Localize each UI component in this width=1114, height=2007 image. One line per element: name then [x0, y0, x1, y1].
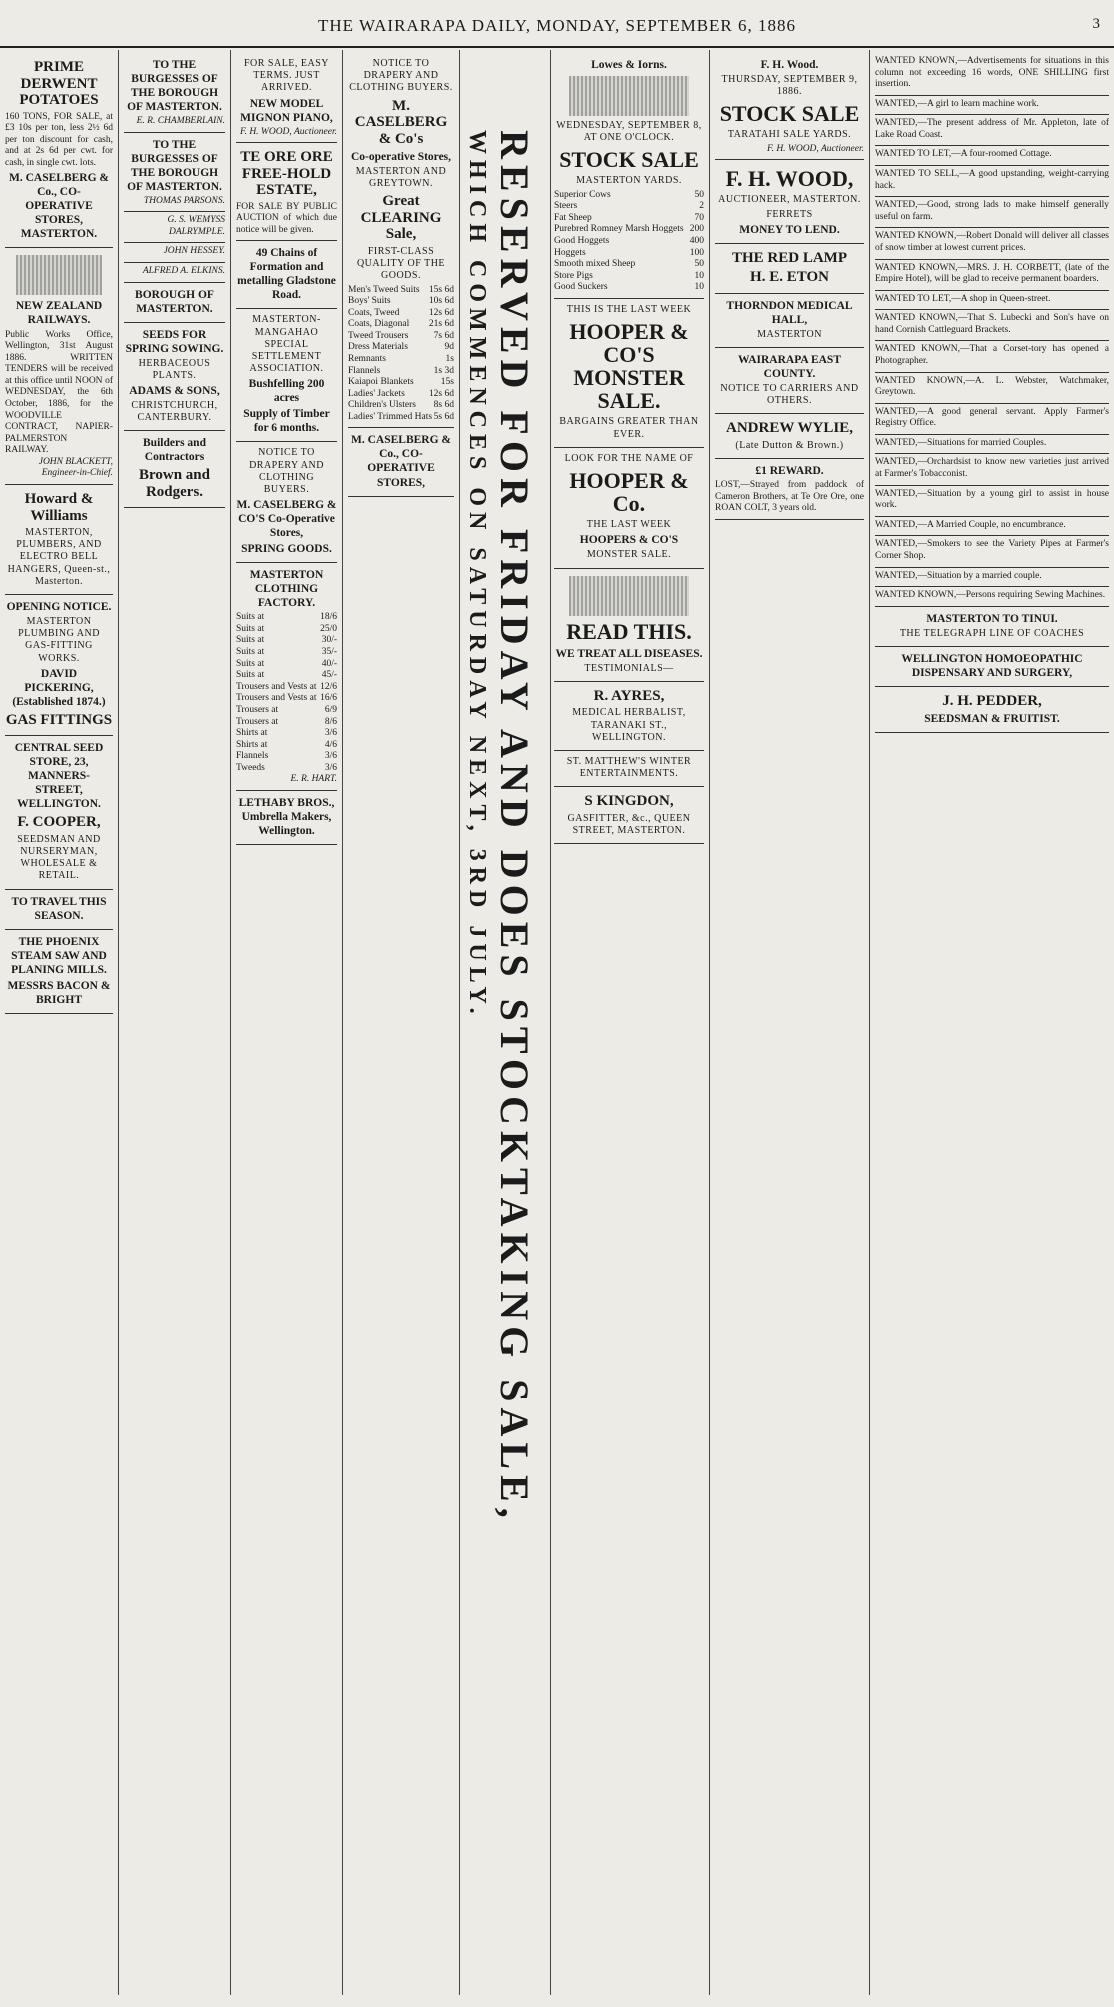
drapery-row — [348, 366, 454, 378]
drapery-row — [348, 285, 454, 297]
stock-row-label: Good Suckers — [554, 282, 608, 293]
red-lamp-ad — [715, 244, 864, 294]
stock-row-label: Fat Sheep — [554, 212, 592, 223]
chamberlain-signature: E. R. CHAMBERLAIN. — [136, 116, 225, 127]
wanted-item: WANTED,—Situations for married Couples. — [875, 435, 1109, 455]
stock-row-value: 10 — [694, 270, 704, 281]
opening-title: OPENING NOTICE. — [6, 600, 112, 613]
column-5 — [549, 50, 709, 1995]
stock-row-label: Smooth mixed Sheep — [554, 259, 636, 270]
stock-row-value: 100 — [689, 247, 704, 258]
opening-sub: MASTERTON PLUMBING AND GAS-FITTING WORKS. — [18, 615, 100, 664]
opening-ad — [5, 595, 113, 736]
clothing-row — [236, 705, 337, 717]
clothing-row-label: Tweeds — [236, 762, 265, 773]
caselberg-footer — [348, 428, 454, 496]
stock-row-value: 200 — [689, 224, 704, 235]
reward-body: LOST,—Strayed from paddock of Cameron Brothers, at Te Ore Ore, one ROAN COLT, 3 years old. — [715, 480, 864, 514]
wanted-item: WANTED KNOWN,—That S. Lubecki and Son's have on hand Cornish Cattleguard Brackets. — [875, 310, 1109, 341]
railway-engraving — [16, 255, 102, 295]
caselberg-loc: MASTERTON AND GREYTOWN. — [355, 166, 447, 190]
parsons-title: TO THE BURGESSES OF THE BOROUGH OF MASTERTON. — [127, 138, 222, 193]
hooper-last-week: THIS IS THE LAST WEEK — [566, 303, 692, 315]
builders-title: Builders and Contractors — [143, 437, 206, 464]
wanted-item: WANTED,—Orchardsist to know new varieties just arrived at Farmer's Tobacconist. — [875, 454, 1109, 485]
clothing-price-list — [236, 612, 337, 774]
wanted-item: WANTED KNOWN,—Advertisements for situations in this column not exceeding 16 words, ONE SHILLING first insertion. — [875, 53, 1109, 96]
thorndon-ad — [715, 294, 864, 348]
brown-title: Brown and Rodgers. — [138, 467, 210, 500]
stock-row-value: 50 — [694, 189, 704, 200]
piano-title: NEW MODEL MIGNON PIANO, — [240, 97, 333, 124]
adams-sub: CHRISTCHURCH, CANTERBURY. — [131, 400, 218, 424]
drapery-row-value: 1s — [445, 353, 454, 364]
pedder-ad — [875, 687, 1109, 734]
column-3 — [230, 50, 342, 1995]
kingdon-ad — [554, 787, 704, 844]
lamp-title: THE RED LAMP — [731, 249, 847, 266]
bush-title: Bushfelling 200 acres — [248, 378, 325, 405]
clothing-row — [236, 612, 337, 624]
drapery-row-label: Men's Tweed Suits — [348, 284, 420, 295]
dalrymple-notice — [124, 212, 225, 243]
wood-stock-title: STOCK SALE — [719, 101, 860, 127]
wanted-item: WANTED,—A Married Couple, no encumbrance. — [875, 517, 1109, 537]
reward-notice — [715, 459, 864, 520]
drapery-row — [348, 308, 454, 320]
drapery-row-value: 12s 6d — [428, 307, 454, 318]
travel-title: TO TRAVEL THIS SEASON. — [11, 895, 107, 922]
lowes-location: MASTERTON YARDS. — [576, 175, 682, 187]
drapery-row-value: 12s 6d — [428, 388, 454, 399]
drapery-row-label: Dress Materials — [348, 342, 408, 353]
clothing-row-label: Suits at — [236, 635, 265, 646]
spring-goods: SPRING GOODS. — [241, 543, 332, 556]
ferrets-title: FERRETS — [766, 208, 813, 220]
freehold-ad — [236, 143, 337, 241]
drapery-row-label: Coats, Diagonal — [348, 319, 410, 330]
lowes-stock-title: STOCK SALE — [559, 147, 699, 173]
stock-row-value: 10 — [694, 282, 704, 293]
bargains: BARGAINS GREATER THAN EVER. — [559, 416, 699, 440]
tenders-title: 49 Chains of Formation and metalling Gladstone Road. — [237, 247, 336, 302]
wanted-item: WANTED TO LET,—A four-roomed Cottage. — [875, 146, 1109, 166]
parsons-signature: THOMAS PARSONS. — [143, 195, 225, 206]
drapery-ad — [348, 53, 454, 428]
drapery-row-value: 1s 3d — [433, 365, 454, 376]
cooper-title: F. COOPER, — [17, 814, 101, 831]
thorndon-title: THORNDON MEDICAL HALL, — [726, 299, 853, 326]
drapery-row-value: 5s 6d — [433, 411, 454, 422]
drapery-row-label: Kaiapoi Blankets — [348, 377, 414, 388]
wanted-item: WANTED TO LET,—A shop in Queen-street. — [875, 291, 1109, 311]
wanted-item: WANTED,—A good general servant. Apply Farmer's Registry Office. — [875, 404, 1109, 435]
stock-row — [554, 224, 704, 236]
stock-row-value: 2 — [699, 201, 704, 212]
wood-date: THURSDAY, SEPTEMBER 9, 1886. — [721, 74, 858, 98]
potatoes-ad — [5, 53, 113, 248]
eton-title: H. E. ETON — [750, 269, 829, 286]
clothing-row-label: Suits at — [236, 658, 265, 669]
cattle-engraving — [569, 76, 689, 116]
wylie-sub: (Late Dutton & Brown.) — [735, 439, 844, 451]
adams-title: ADAMS & SONS, — [129, 385, 220, 398]
piano-ad — [236, 53, 337, 143]
wanted-item: WANTED KNOWN,—A. L. Webster, Watchmaker, Greytown. — [875, 373, 1109, 404]
drapery-row — [348, 400, 454, 412]
clothing-row — [236, 670, 337, 682]
look-for: LOOK FOR THE NAME OF — [564, 452, 694, 464]
clothing-row-value: 12/6 — [320, 681, 337, 692]
burgesses-notice — [124, 53, 225, 133]
freehold-title: TE ORE ORE FREE-HOLD ESTATE, — [240, 149, 333, 199]
homeopathic-title: WELLINGTON HOMOEOPATHIC DISPENSARY AND SURGERY, — [901, 652, 1083, 679]
caselberg-title: M. CASELBERG & Co's — [354, 97, 448, 147]
wylie-ad — [715, 414, 864, 459]
stock-row — [554, 190, 704, 202]
carriers-notice: NOTICE TO CARRIERS AND OTHERS. — [720, 382, 859, 407]
clothing-row-label: Trousers at — [236, 704, 279, 715]
mangahao-ad — [236, 309, 337, 442]
ayres-title: R. AYRES, — [593, 687, 665, 704]
drapery-row-value: 15s 6d — [428, 284, 454, 295]
stock-row-label: Purebred Romney Marsh Hoggets — [554, 224, 684, 235]
wanted-item: WANTED,—Situation by a young girl to assist in house work. — [875, 486, 1109, 517]
burgesses-title: TO THE BURGESSES OF THE BOROUGH OF MASTERTON. — [127, 59, 222, 114]
tinui-title: MASTERTON TO TINUI. — [926, 612, 1058, 625]
drapery-row-label: Coats, Tweed — [348, 307, 400, 318]
clothing-row — [236, 647, 337, 659]
drapery-title-small: NOTICE TO DRAPERY AND CLOTHING BUYERS. — [249, 447, 324, 496]
drapery-row — [348, 377, 454, 389]
diseases-title: WE TREAT ALL DISEASES. — [555, 647, 703, 660]
potatoes-body: 160 TONS, FOR SALE, at £3 10s per ton, less 2½ 6d per ton discount for cash, and at 2s 6d per cwt. for cash, in single cwt. lots. — [5, 111, 113, 168]
clothing-row-value: 30/- — [321, 635, 337, 646]
clothing-row-label: Suits at — [236, 670, 265, 681]
central-seed-ad — [5, 736, 113, 889]
howard-title: Howard & Williams — [24, 491, 94, 524]
drapery-row-label: Boys' Suits — [348, 296, 391, 307]
hooper-title: HOOPER & CO'S MONSTER SALE. — [569, 319, 689, 414]
page-number: 3 — [1092, 16, 1100, 32]
stock-row-value: 70 — [694, 212, 704, 223]
column-7 — [869, 50, 1114, 1995]
homeopathic-ad — [875, 647, 1109, 687]
hessey-notice — [124, 243, 225, 263]
reserved-vertical-ad — [459, 50, 551, 1995]
railways-title: NEW ZEALAND RAILWAYS. — [15, 300, 103, 327]
quality-title: FIRST-CLASS QUALITY OF THE GOODS. — [356, 245, 446, 282]
kingdon-title: S KINGDON, — [584, 793, 674, 810]
clothing-row-label: Shirts at — [236, 739, 268, 750]
drapery-row-label: Flannels — [348, 365, 381, 376]
clothing-row-label: Suits at — [236, 612, 265, 623]
drapery-row — [348, 296, 454, 308]
drapery-row — [348, 342, 454, 354]
election-notice — [124, 283, 225, 323]
money-title: MONEY TO LEND. — [739, 223, 840, 236]
wylie-title: ANDREW WYLIE, — [726, 420, 853, 437]
thorndon-sub: MASTERTON — [757, 328, 822, 340]
monster-sale: MONSTER SALE. — [586, 549, 672, 561]
wanted-item: WANTED KNOWN,—MRS. J. H. CORBETT, (late of the Empire Hotel), will be glad to receive permanent boarders. — [875, 260, 1109, 291]
column-2 — [118, 50, 230, 1995]
howard-sub: MASTERTON, PLUMBERS, AND ELECTRO BELL HANGERS, Queen-st., Masterton. — [7, 527, 111, 587]
stock-row — [554, 248, 704, 260]
clothing-row-value: 35/- — [321, 647, 337, 658]
stock-row — [554, 271, 704, 283]
stock-row-label: Steers — [554, 201, 578, 212]
clothing-row — [236, 624, 337, 636]
reward-title: £1 REWARD. — [755, 465, 824, 478]
wanted-item: WANTED,—Smokers to see the Variety Pipes at Farmer's Corner Shop. — [875, 536, 1109, 567]
wanted-item: WANTED KNOWN,—Persons requiring Sewing Machines. — [875, 587, 1109, 607]
stock-list — [554, 190, 704, 294]
stock-row-label: Hoggets — [554, 247, 586, 258]
column-6 — [709, 50, 869, 1995]
wanted-item: WANTED KNOWN,—That a Corset-tory has opened a Photographer. — [875, 341, 1109, 372]
piano-sub: FOR SALE, EASY TERMS. JUST ARRIVED. — [243, 58, 330, 94]
hooper-ad — [554, 299, 704, 448]
clothing-row — [236, 751, 337, 763]
wood-head: F. H. Wood. — [760, 59, 819, 71]
drapery-row-label: Ladies' Trimmed Hats — [348, 411, 433, 422]
pickering-name: DAVID PICKERING, (Established 1874.) — [12, 667, 106, 708]
stock-row-label: Store Pigs — [554, 270, 593, 281]
stock-row — [554, 259, 704, 271]
clothing-row-value: 6/9 — [324, 704, 337, 715]
bulbs-title: HERBACEOUS PLANTS. — [138, 357, 211, 381]
clothing-row — [236, 693, 337, 705]
read-this-title: READ THIS. — [566, 618, 692, 644]
tinui-coach-ad — [875, 607, 1109, 647]
mangahao-title: MASTERTON-MANGAHAO SPECIAL SETTLEMENT ASSOCIATION. — [249, 314, 324, 375]
lethaby-title: LETHABY BROS., Umbrella Makers, Wellington. — [238, 797, 335, 838]
hooper-title-2: HOOPER & Co. — [569, 468, 689, 517]
caselberg-footer-title: M. CASELBERG & Co., CO-OPERATIVE STORES, — [351, 434, 451, 489]
masthead — [0, 0, 1114, 48]
wanted-item: WANTED,—Situation by a married couple. — [875, 568, 1109, 588]
clothing-row-value: 3/6 — [324, 762, 337, 773]
tenders-ad — [236, 241, 337, 309]
drapery-row-label: Tweed Trousers — [348, 330, 409, 341]
wanted-list — [875, 53, 1109, 607]
potatoes-title: PRIME DERWENT POTATOES — [19, 59, 99, 108]
pedder-sub: SEEDSMAN & FRUITIST. — [924, 713, 1060, 726]
lowes-date: WEDNESDAY, SEPTEMBER 8, AT ONE O'CLOCK. — [556, 120, 702, 144]
hooper-ad-2 — [554, 448, 704, 569]
concert-title: ST. MATTHEW'S WINTER ENTERTAINMENTS. — [566, 755, 692, 780]
seeds-ad — [124, 323, 225, 432]
wanted-item: WANTED TO SELL,—A good upstanding, weight-carrying hack. — [875, 166, 1109, 197]
clothing-row — [236, 659, 337, 671]
caselberg-small: M. CASELBERG & CO'S Co-Operative Stores, — [236, 499, 337, 540]
clothing-row — [236, 763, 337, 775]
clothing-row — [236, 717, 337, 729]
stock-row — [554, 213, 704, 225]
wood-stock-ad — [715, 53, 864, 160]
reserved-line-1: RESERVED FOR FRIDAY AND DOES STOCKTAKING SALE, — [492, 130, 537, 1524]
drapery-row — [348, 412, 454, 424]
piano-signature: F. H. WOOD, Auctioneer. — [239, 126, 337, 137]
hoopers-3: HOOPERS & CO'S — [579, 534, 679, 547]
clothing-row-value: 18/6 — [320, 612, 337, 623]
drapery-row-value: 7s 6d — [433, 330, 454, 341]
clothing-row-label: Suits at — [236, 647, 265, 658]
column-4 — [342, 50, 459, 1995]
central-title: CENTRAL SEED STORE, 23, MANNERS-STREET, WELLINGTON. — [14, 742, 104, 811]
railways-ad — [5, 248, 113, 485]
clothing-row — [236, 740, 337, 752]
drapery-row — [348, 354, 454, 366]
wood-location: TARATAHI SALE YARDS. — [727, 129, 852, 141]
reserved-line-2: WHICH COMMENCES ON SATURDAY NEXT, 3RD JULY. — [464, 130, 490, 1020]
wood-big: F. H. WOOD, — [725, 166, 854, 192]
phoenix-ad — [5, 930, 113, 1014]
railways-body: Public Works Office, Wellington, 31st August 1886. WRITTEN TENDERS will be received at this office until NOON of WEDNESDAY, the 6th October, 1886, for the WOODVILLE CONTRACT, NAPIER-PALMERSTON RAILWAY. — [5, 329, 113, 456]
drapery-price-list — [348, 285, 454, 424]
hessey-signature: JOHN HESSEY. — [163, 246, 225, 257]
clothing-row-value: 40/- — [321, 658, 337, 669]
cooper-sub: SEEDSMAN AND NURSERYMAN, WHOLESALE & RETAIL. — [17, 833, 101, 882]
timber-title: Supply of Timber for 6 months. — [243, 408, 330, 435]
wanted-item: WANTED,—A girl to learn machine work. — [875, 96, 1109, 116]
dalrymple-signature: G. S. WEMYSS DALRYMPLE. — [167, 215, 225, 237]
wood-auctioneer-ad — [715, 160, 864, 243]
wood-signature: F. H. WOOD, Auctioneer. — [766, 143, 864, 154]
clothing-row — [236, 682, 337, 694]
drapery-title: NOTICE TO DRAPERY AND CLOTHING BUYERS. — [349, 58, 453, 94]
seeds-title: SEEDS FOR SPRING SOWING. — [125, 328, 224, 355]
concert-ad — [554, 751, 704, 787]
stock-row-label: Good Hoggets — [554, 235, 610, 246]
drapery-row-value: 9d — [444, 342, 454, 353]
clothing-row-value: 8/6 — [324, 716, 337, 727]
caselberg-sub: Co-operative Stores, — [350, 151, 452, 164]
drapery-row — [348, 319, 454, 331]
parsons-notice — [124, 133, 225, 213]
clothing-row-value: 16/6 — [320, 693, 337, 704]
last-week: THE LAST WEEK — [586, 519, 672, 531]
phoenix-title: THE PHOENIX STEAM SAW AND PLANING MILLS. — [11, 935, 107, 976]
drapery-row — [348, 389, 454, 401]
clearing-title: Great CLEARING Sale, — [360, 193, 442, 243]
hart-signature: E. R. HART. — [290, 774, 337, 785]
drapery-ad-small — [236, 442, 337, 563]
elkins-notice — [124, 263, 225, 283]
clothing-row-label: Trousers and Vests at — [236, 693, 317, 704]
stock-row — [554, 282, 704, 294]
clothing-title: MASTERTON CLOTHING FACTORY. — [249, 569, 324, 610]
drapery-row-value: 15s — [440, 377, 454, 388]
gas-title: GAS FITTINGS — [5, 711, 113, 728]
election-title: BOROUGH OF MASTERTON. — [135, 288, 214, 315]
drapery-row-value: 10s 6d — [428, 296, 454, 307]
travel-ad — [5, 890, 113, 930]
drapery-row-label: Ladies' Jackets — [348, 388, 405, 399]
county-notice — [715, 348, 864, 414]
clothing-ad — [236, 563, 337, 791]
clothing-row-label: Trousers at — [236, 716, 279, 727]
pedder-title: J. H. PEDDER, — [942, 692, 1042, 709]
bacon-title: MESSRS BACON & BRIGHT — [7, 979, 111, 1006]
wanted-item: WANTED,—Good, strong lads to make himself generally useful on farm. — [875, 197, 1109, 228]
stock-row-value: 50 — [694, 259, 704, 270]
clothing-row-label: Shirts at — [236, 728, 268, 739]
clothing-row-value: 3/6 — [324, 728, 337, 739]
clothing-row-value: 4/6 — [324, 739, 337, 750]
ayres-sub: MEDICAL HERBALIST, TARANAKI ST., WELLINGTON. — [572, 707, 686, 743]
clothing-row-label: Trousers and Vests at — [236, 681, 317, 692]
stock-row-label: Superior Cows — [554, 189, 611, 200]
drapery-row-value: 21s 6d — [428, 319, 454, 330]
masthead-title: THE WAIRARAPA DAILY, MONDAY, SEPTEMBER 6, 1886 — [317, 16, 797, 35]
testimonials-title: TESTIMONIALS— — [584, 662, 674, 674]
clothing-row-label: Flannels — [236, 751, 269, 762]
elkins-signature: ALFRED A. ELKINS. — [142, 266, 225, 277]
column-1 — [0, 50, 118, 1995]
potatoes-firm: M. CASELBERG & Co., CO-OPERATIVE STORES, MASTERTON. — [9, 172, 109, 241]
drapery-row-label: Children's Ulsters — [348, 400, 416, 411]
stock-row — [554, 201, 704, 213]
freehold-body: FOR SALE BY PUBLIC AUCTION of which due notice will be given. — [236, 201, 337, 235]
clothing-row — [236, 635, 337, 647]
wanted-item: WANTED KNOWN,—Robert Donald will deliver all classes of snow timber at lowest current prices. — [875, 228, 1109, 259]
clothing-row — [236, 728, 337, 740]
county-title: WAIRARAPA EAST COUNTY. — [738, 353, 841, 380]
clothing-row-label: Suits at — [236, 623, 265, 634]
drapery-row-value: 8s 6d — [433, 400, 454, 411]
lethaby-ad — [236, 791, 337, 845]
howard-ad — [5, 485, 113, 595]
clothing-row-value: 25/0 — [320, 623, 337, 634]
ayres-ad — [554, 682, 704, 751]
lowes-title: Lowes & Iorns. — [591, 59, 667, 71]
lowes-stock-ad — [554, 53, 704, 299]
read-this-ad — [554, 569, 704, 682]
builders-ad — [124, 431, 225, 508]
wood-sub: AUCTIONEER, MASTERTON. — [718, 194, 861, 206]
drapery-row — [348, 331, 454, 343]
drapery-row-label: Remnants — [348, 353, 386, 364]
clothing-row-value: 3/6 — [324, 751, 337, 762]
flower-engraving — [569, 576, 689, 616]
telegraph-title: THE TELEGRAPH LINE OF COACHES — [899, 627, 1085, 639]
stock-row-value: 400 — [689, 235, 704, 246]
kingdon-sub: GASFITTER, &c., QUEEN STREET, MASTERTON. — [567, 812, 691, 836]
clothing-row-value: 45/- — [321, 670, 337, 681]
wanted-item: WANTED,—The present address of Mr. Appleton, late of Lake Road Coast. — [875, 115, 1109, 146]
stock-row — [554, 236, 704, 248]
railways-signature: JOHN BLACKETT, Engineer-in-Chief. — [38, 456, 113, 479]
